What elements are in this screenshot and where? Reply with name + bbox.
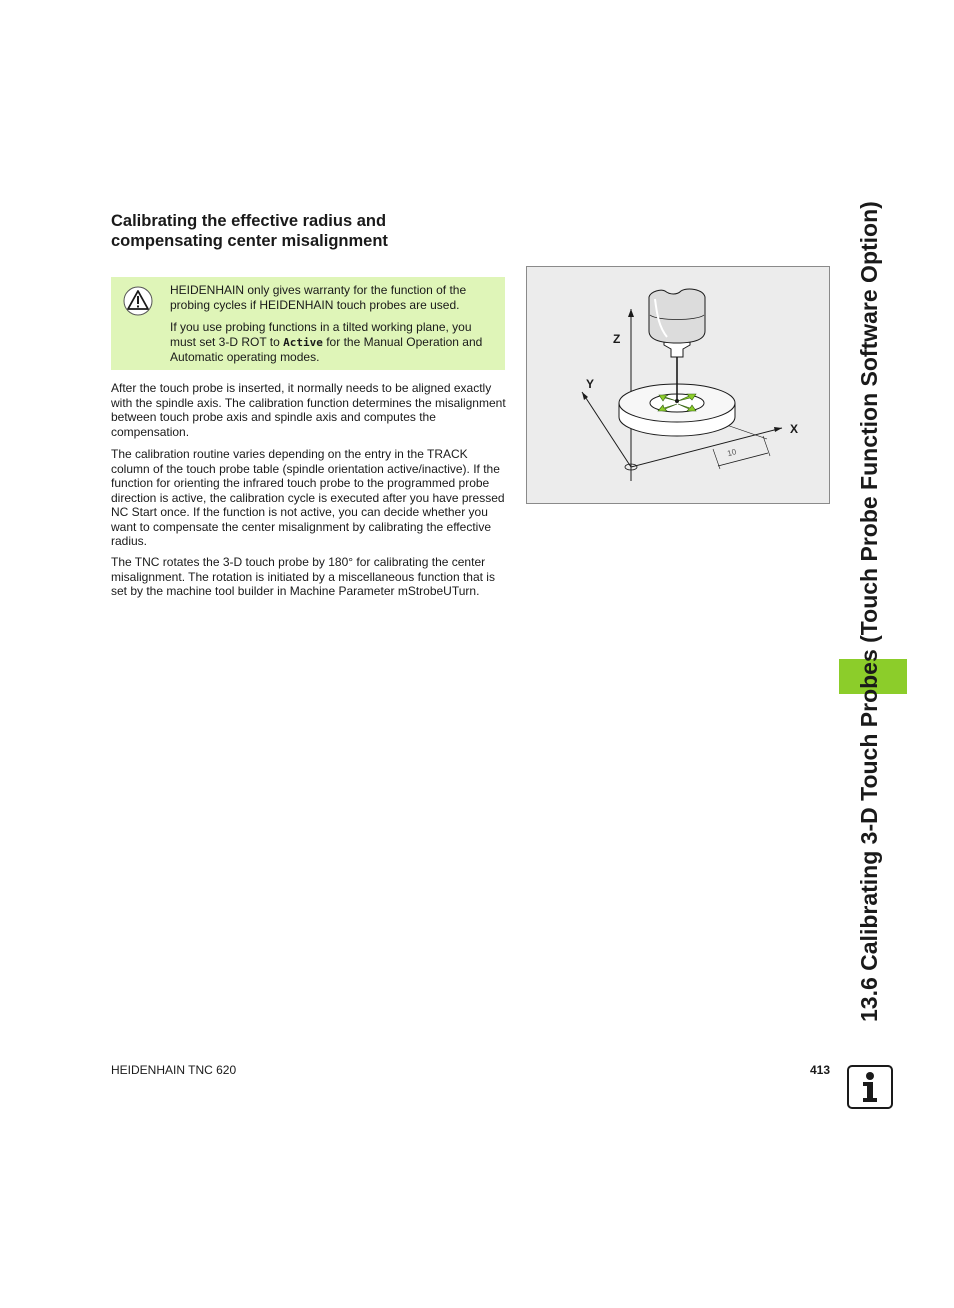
warning-triangle-icon (123, 286, 153, 316)
warning-paragraph-2 (170, 320, 500, 365)
axis-label-y: Y (586, 377, 595, 391)
section-heading (111, 211, 471, 251)
axis-label-x: X (790, 422, 799, 436)
warning-text-after: for the Manual Operation and Automatic operating modes. (170, 334, 483, 364)
figure-drawing (527, 267, 829, 503)
heading-line-2: compensating center misalignment (111, 232, 388, 250)
heading-line-1: Calibrating the effective radius and (111, 212, 387, 230)
warning-text-before: If you use probing functions in a tilted working plane, you must set 3-D ROT to (170, 320, 472, 349)
body-paragraph-1: After the touch probe is inserted, it normally needs to be aligned exactly with the spindle axis. The calibration function determines the misalignment between touch probe axis and spindle axis and computes the compensation. (111, 381, 506, 439)
footer-page-number: 413 (809, 1063, 830, 1077)
sidebar-chapter-title: 13.6 Calibrating 3-D Touch Probes (Touch Probe Function Software Option) (856, 201, 882, 1022)
calibration-figure (526, 266, 830, 504)
body-paragraph-3: The TNC rotates the 3-D touch probe by 180° for calibrating the center misalignment. The rotation is initiated by a miscellaneous function that is set by the machine tool builder in Machine Parameter mStrobeUTurn. (111, 555, 495, 598)
footer-product-name: HEIDENHAIN TNC 620 (111, 1063, 237, 1077)
info-icon[interactable] (847, 1065, 893, 1109)
warning-box (111, 277, 505, 370)
info-glyph (849, 1067, 891, 1107)
code-active: Active (283, 335, 323, 349)
warning-paragraph-1: HEIDENHAIN only gives warranty for the function of the probing cycles if HEIDENHAIN touch probes are used. (170, 283, 467, 312)
axis-label-z: Z (613, 332, 621, 346)
body-paragraph-2: The calibration routine varies depending on the entry in the TRACK column of the touch probe table (spindle orientation active/inactive). If the function for orienting the infrared touch probe to the programmed probe direction is active, the calibration cycle is executed after you have pressed NC Start once. If the function is not active, you can decide whether you want to compensate the center misalignment by calibrating the effective radius. (111, 447, 505, 548)
dimension-label: 10 (726, 447, 738, 459)
